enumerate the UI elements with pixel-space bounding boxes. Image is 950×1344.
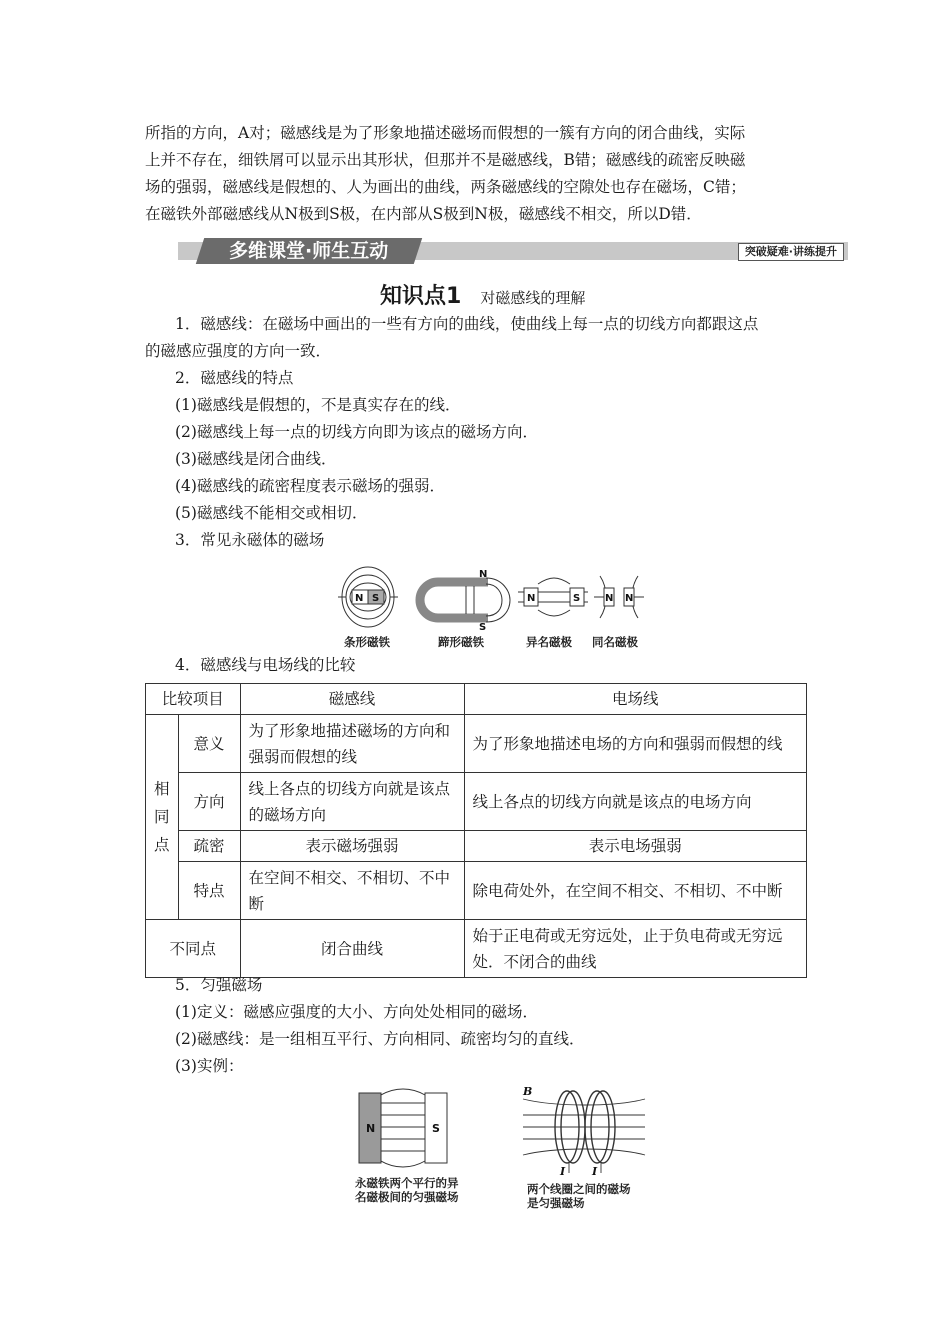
row-ele-direction: 线上各点的切线方向就是该点的电场方向 (464, 773, 806, 831)
caption-parallel-poles-1: 永磁铁两个平行的异 (355, 1176, 459, 1190)
definition-line-2: 的磁感应强度的方向一致． (145, 342, 332, 360)
header-magnetic: 磁感线 (240, 684, 464, 715)
same-points-label: 相 同 点 (146, 715, 179, 920)
different-points-label: 不同点 (146, 920, 241, 978)
caption-opposite-poles: 异名磁极 (526, 635, 572, 649)
header-electric: 电场线 (464, 684, 806, 715)
uniform-item-3: (3)实例： (175, 1057, 244, 1075)
coil-b-label: B (523, 1085, 533, 1098)
feature-item-3: (3)磁感线是闭合曲线． (175, 450, 337, 468)
comparison-title: 4．磁感线与电场线的比较 (175, 656, 356, 674)
feature-item-4: (4)磁感线的疏密程度表示磁场的强弱． (175, 477, 445, 495)
like-n-label-right: N (625, 593, 634, 604)
bar-magnet-s-label: S (372, 593, 380, 604)
opposite-s-label: S (573, 593, 581, 604)
uniform-item-2: (2)磁感线：是一组相互平行、方向相同、疏密均匀的直线． (175, 1030, 585, 1048)
intro-line-4: 在磁铁外部磁感线从N极到S极，在内部从S极到N极，磁感线不相交，所以D错． (145, 205, 702, 223)
diff-ele: 始于正电荷或无穷远处，止于负电荷或无穷远处．不闭合的曲线 (464, 920, 806, 978)
row-ele-meaning: 为了形象地描述电场的方向和强弱而假想的线 (464, 715, 806, 773)
knowledge-point-title: 对磁感线的理解 (480, 289, 586, 307)
banner-title: 多维课堂·师生互动 (196, 238, 422, 264)
feature-item-1: (1)磁感线是假想的，不是真实存在的线． (175, 396, 461, 414)
row-mag-meaning: 为了形象地描述磁场的方向和强弱而假想的线 (240, 715, 464, 773)
like-n-label-left: N (605, 593, 614, 604)
magnet-fields-diagram (338, 562, 648, 632)
feature-item-2: (2)磁感线上每一点的切线方向即为该点的磁场方向． (175, 423, 538, 441)
opposite-n-label: N (527, 593, 536, 604)
feature-item-5: (5)磁感线不能相交或相切． (175, 504, 368, 522)
row-item-meaning: 意义 (178, 715, 240, 773)
caption-parallel-poles-2: 名磁极间的匀强磁场 (355, 1190, 459, 1204)
caption-bar-magnet: 条形磁铁 (344, 635, 390, 649)
magnet-fields-figure (338, 562, 648, 652)
intro-line-3: 场的强弱，磁感线是假想的、人为画出的曲线，两条磁感线的空隙处也存在磁场，C错； (145, 178, 746, 196)
header-item: 比较项目 (146, 684, 241, 715)
row-item-direction: 方向 (178, 773, 240, 831)
row-mag-direction: 线上各点的切线方向就是该点的磁场方向 (240, 773, 464, 831)
coil-i-label-left: I (560, 1165, 566, 1175)
row-ele-feature: 除电荷处外，在空间不相交、不相切、不中断 (464, 862, 806, 920)
comparison-table (145, 683, 807, 978)
bar-magnet-n-label: N (355, 593, 364, 604)
table-header-row (146, 684, 807, 715)
caption-coils-2: 是匀强磁场 (527, 1196, 585, 1210)
caption-like-poles: 同名磁极 (592, 635, 638, 649)
uniform-s-label: S (432, 1122, 440, 1135)
row-item-feature: 特点 (178, 862, 240, 920)
uniform-field-title: 5．匀强磁场 (175, 976, 263, 994)
features-title: 2．磁感线的特点 (175, 369, 294, 387)
uniform-field-figure (355, 1085, 655, 1210)
intro-line-2: 上并不存在，细铁屑可以显示出其形状，但那并不是磁感线，B错；磁感线的疏密反映磁 (145, 151, 746, 169)
caption-horseshoe-magnet: 蹄形磁铁 (438, 635, 484, 649)
knowledge-point-label: 知识点1 (380, 284, 462, 309)
banner-tag: 突破疑难·讲练提升 (738, 243, 844, 261)
definition-line-1: 1．磁感线：在磁场中画出的一些有方向的曲线，使曲线上每一点的切线方向都跟这点 (175, 315, 759, 333)
table-row (146, 862, 807, 920)
uniform-field-diagram (355, 1085, 655, 1175)
section-banner (178, 238, 848, 264)
table-row (146, 773, 807, 831)
knowledge-point-heading (380, 279, 585, 310)
uniform-item-1: (1)定义：磁感应强度的大小、方向处处相同的磁场． (175, 1003, 538, 1021)
horseshoe-n-label: N (479, 569, 488, 580)
caption-coils-1: 两个线圈之间的磁场 (527, 1182, 631, 1196)
uniform-n-label: N (366, 1122, 376, 1135)
horseshoe-s-label: S (479, 622, 487, 632)
row-mag-feature: 在空间不相交、不相切、不中断 (240, 862, 464, 920)
intro-line-1: 所指的方向，A对；磁感线是为了形象地描述磁场而假想的一簇有方向的闭合曲线，实际 (145, 124, 746, 142)
table-row (146, 831, 807, 862)
row-mag-density: 表示磁场强弱 (240, 831, 464, 862)
diff-mag: 闭合曲线 (240, 920, 464, 978)
row-item-density: 疏密 (178, 831, 240, 862)
magnets-title: 3．常见永磁体的磁场 (175, 531, 325, 549)
table-row-different (146, 920, 807, 978)
coil-i-label-right: I (592, 1165, 598, 1175)
row-ele-density: 表示电场强弱 (464, 831, 806, 862)
table-row (146, 715, 807, 773)
